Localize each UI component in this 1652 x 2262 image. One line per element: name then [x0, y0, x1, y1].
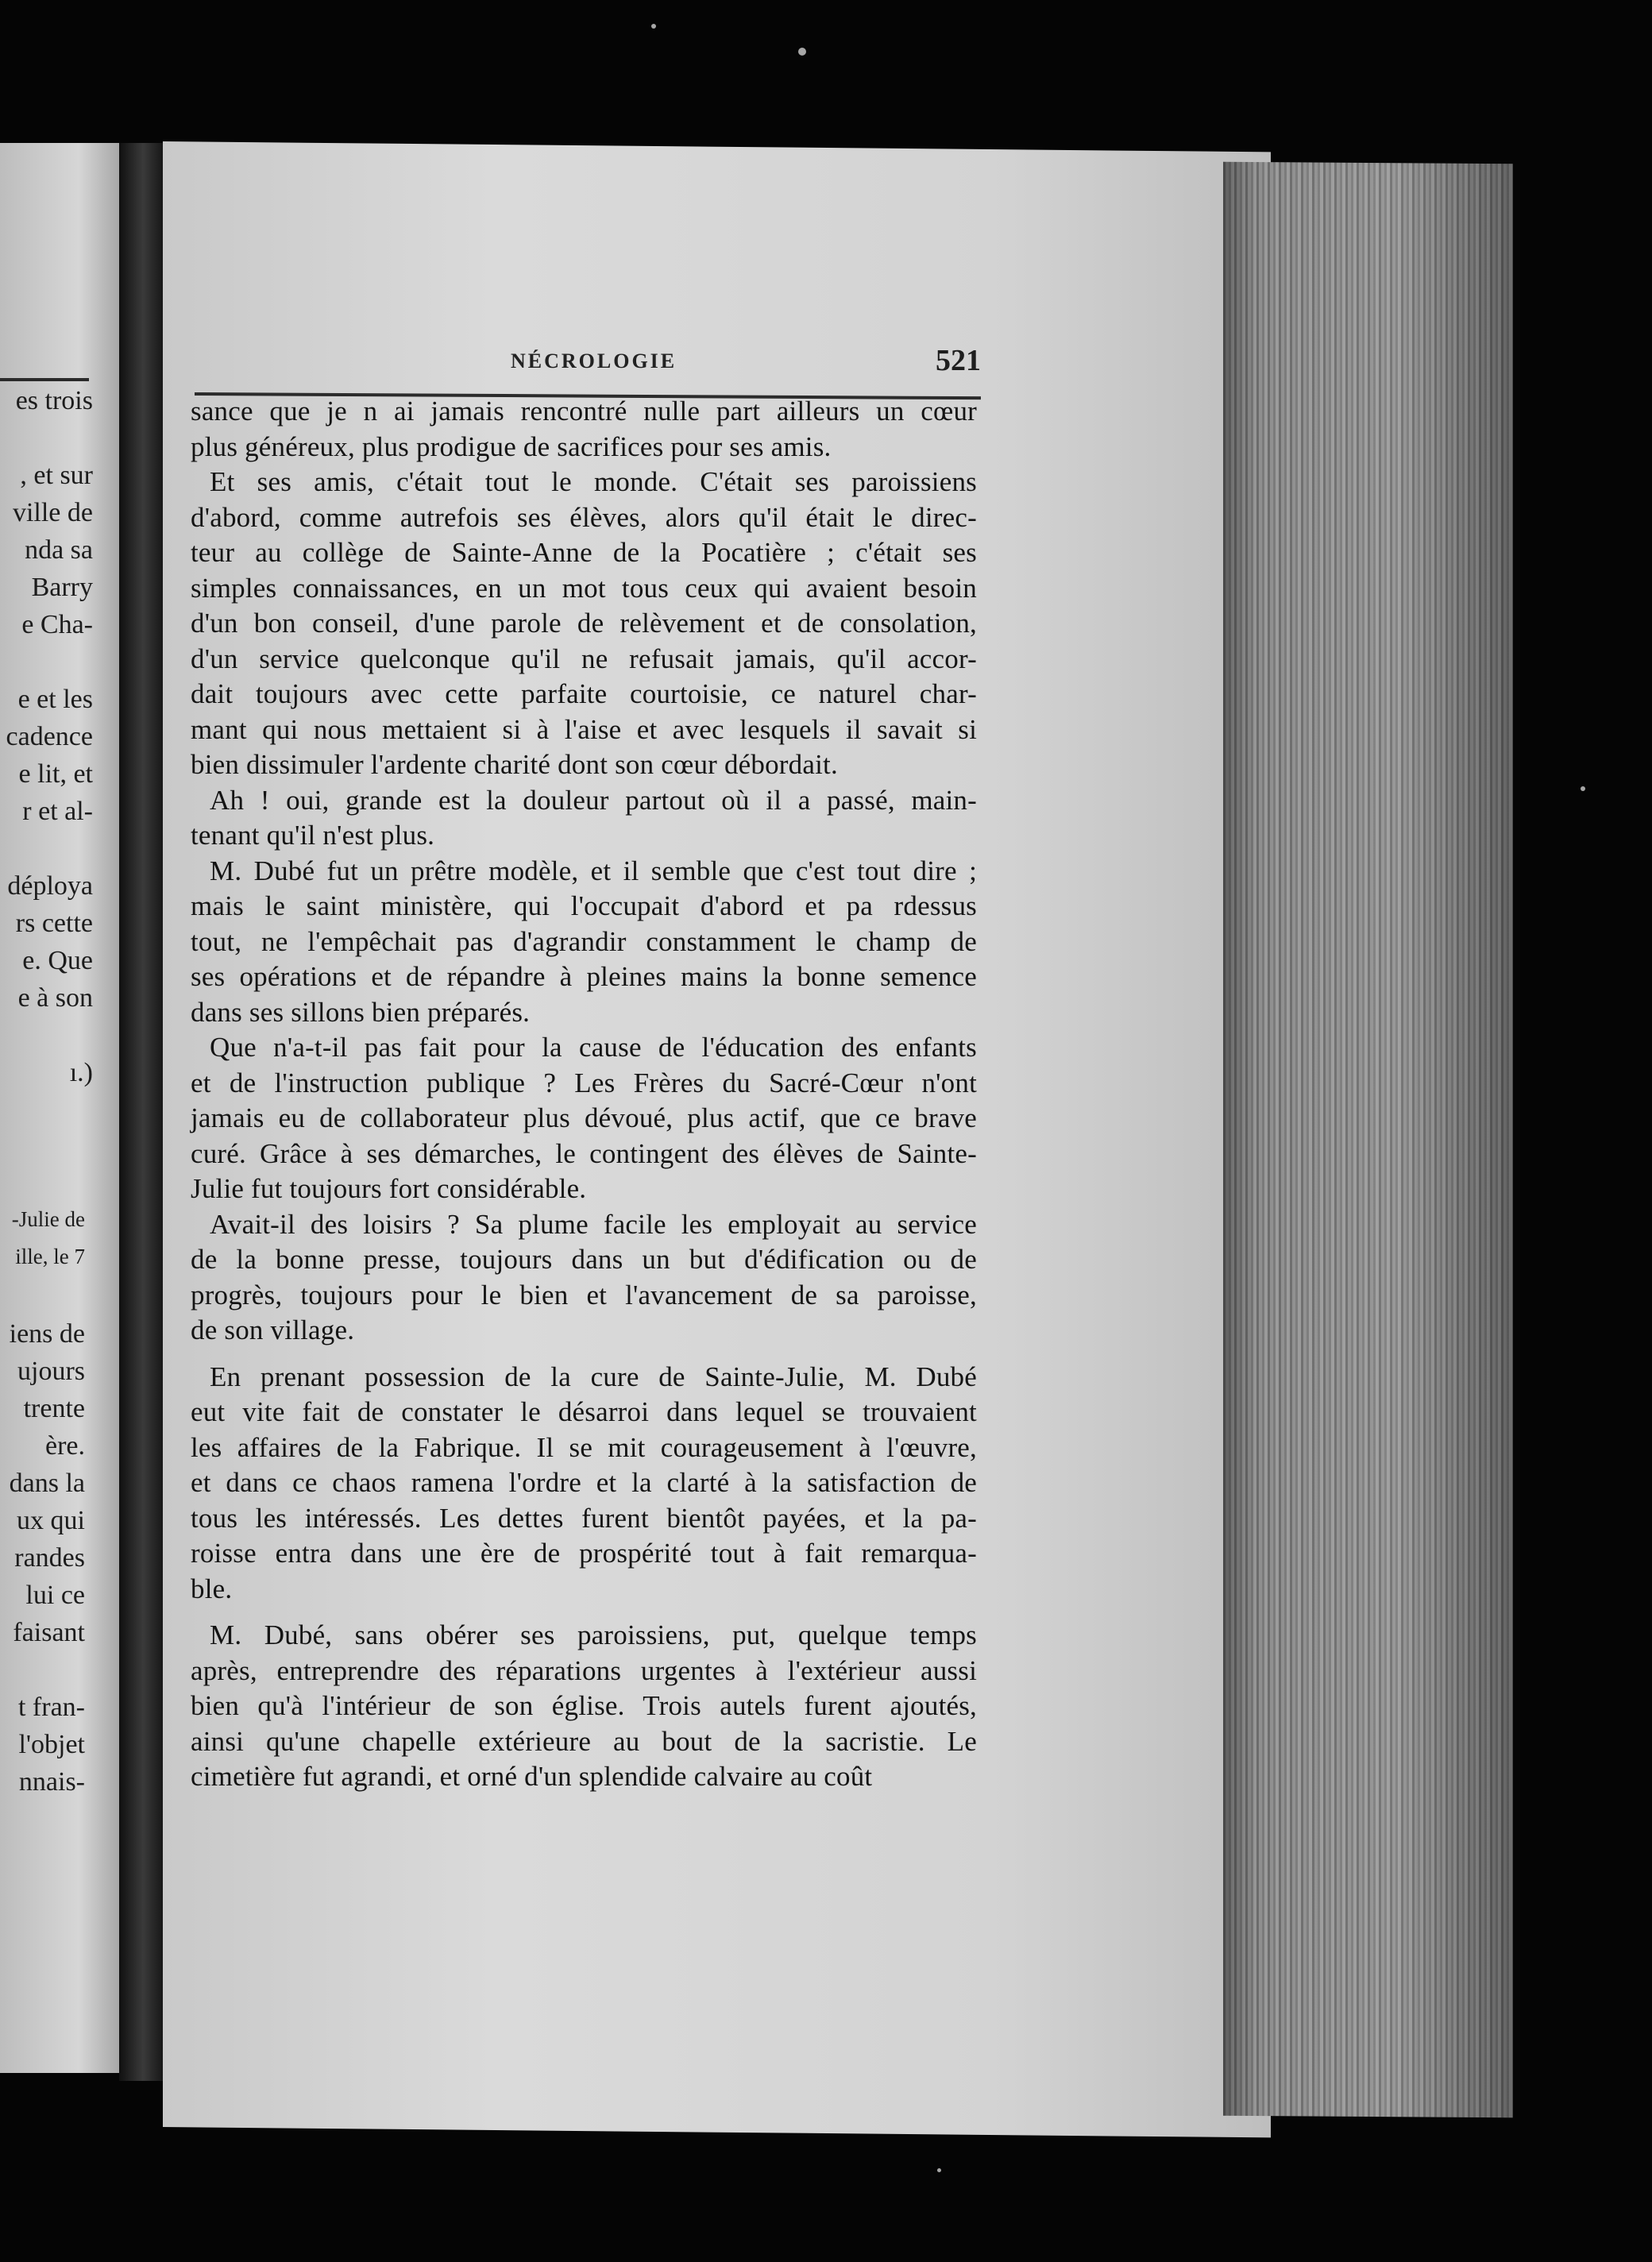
left-page-line: iens de [9, 1319, 85, 1349]
left-page-line: , et sur [20, 461, 93, 490]
left-page-line: r et al- [22, 797, 93, 826]
text-line: de la bonne presse, toujours dans un but d'édification ou de [191, 1244, 977, 1275]
page-stack-edge [1223, 162, 1513, 2118]
body-text [191, 394, 977, 1795]
left-page-line: randes [14, 1543, 85, 1573]
paragraph [191, 854, 977, 1031]
text-line: d'un service quelconque qu'il ne refusait jamais, qu'il accor- [191, 643, 977, 674]
text-line: et de l'instruction publique ? Les Frères du Sacré-Cœur n'ont [191, 1067, 977, 1098]
text-line: Et ses amis, c'était tout le monde. C'était ses paroissiens [210, 466, 977, 497]
left-page-line: t fran- [17, 1693, 85, 1722]
left-page-line: l'objet [18, 1730, 85, 1759]
left-page-line: e et les [17, 685, 93, 714]
text-line: En prenant possession de la cure de Sainte-Julie, M. Dubé [210, 1361, 977, 1392]
text-line: de son village. [191, 1314, 355, 1345]
left-page-line: e Cha- [21, 610, 93, 639]
left-page-line: lui ce [25, 1581, 85, 1610]
left-page-line: e lit, et [18, 759, 93, 789]
left-page [0, 143, 131, 2073]
left-page-line: déploya [7, 871, 93, 901]
left-page-line: cadence [6, 722, 93, 751]
film-speck [651, 24, 656, 29]
text-line: Que n'a-t-il pas fait pour la cause de l'éducation des enfants [210, 1032, 977, 1063]
text-line: bien qu'à l'intérieur de son église. Trois autels furent ajoutés, [191, 1690, 977, 1721]
text-line: progrès, toujours pour le bien et l'avancement de sa paroisse, [191, 1279, 977, 1310]
text-line: et dans ce chaos ramena l'ordre et la clarté à la satisfaction de [191, 1467, 977, 1498]
text-line: Ah ! oui, grande est la douleur partout où il a passé, main- [210, 784, 977, 816]
paragraph [191, 1360, 977, 1608]
text-line: après, entreprendre des réparations urgentes à l'extérieur aussi [191, 1654, 977, 1686]
left-page-line: faisant [13, 1618, 85, 1647]
left-page-line: ville de [12, 498, 93, 527]
text-line: dait toujours avec cette parfaite courtoisie, ce naturel char- [191, 678, 977, 709]
left-page-line: e à son [17, 983, 93, 1013]
paragraph [191, 783, 977, 854]
text-line: curé. Grâce à ses démarches, le contingent des élèves de Sainte- [191, 1137, 977, 1169]
text-line: simples connaissances, en un mot tous ceux qui avaient besoin [191, 572, 977, 604]
left-page-line: dans la [9, 1469, 85, 1498]
text-line: eut vite fait de constater le désarroi dans lequel se trouvaient [191, 1396, 977, 1427]
left-page-line: trente [23, 1394, 85, 1423]
text-line: cimetière fut agrandi, et orné d'un splendide calvaire au coût [191, 1761, 873, 1792]
page-number: 521 [936, 344, 981, 377]
text-line: ble. [191, 1573, 233, 1604]
left-page-line: e. Que [22, 946, 93, 975]
left-page-line: ux qui [17, 1506, 85, 1535]
paragraph [191, 1030, 977, 1207]
text-line: d'abord, comme autrefois ses élèves, alors qu'il était le direc- [191, 501, 977, 533]
text-line: tout, ne l'empêchait pas d'agrandir constamment le champ de [191, 925, 977, 957]
text-line: mant qui nous mettaient si à l'aise et avec lesquels il savait si [191, 713, 977, 745]
paragraph [191, 1618, 977, 1795]
left-page-line: ère. [44, 1431, 85, 1461]
text-line: jamais eu de collaborateur plus dévoué, plus actif, que ce brave [191, 1102, 977, 1133]
left-page-line: nnais- [18, 1767, 85, 1797]
text-line: bien dissimuler l'ardente charité dont son cœur débordait. [191, 749, 838, 780]
text-line: Avait-il des loisirs ? Sa plume facile les employait au service [210, 1208, 977, 1240]
text-line: les affaires de la Fabrique. Il se mit courageusement à l'œuvre, [191, 1431, 977, 1463]
running-head [195, 342, 981, 389]
left-page-line: -Julie de [11, 1207, 85, 1231]
text-line: dans ses sillons bien préparés. [191, 996, 531, 1028]
text-line: Julie fut toujours fort considérable. [191, 1173, 587, 1204]
film-speck [798, 48, 806, 56]
running-title: NÉCROLOGIE [511, 349, 677, 372]
book-gutter [119, 143, 167, 2081]
left-page-rule [0, 378, 89, 381]
left-page-line: ujours [17, 1357, 85, 1386]
left-page-line: nda sa [25, 535, 93, 565]
text-line: mais le saint ministère, qui l'occupait d'abord et pa rdessus [191, 890, 977, 921]
left-page-line: ı.) [69, 1058, 93, 1087]
left-page-line: es trois [15, 386, 93, 415]
text-line: M. Dubé fut un prêtre modèle, et il semble que c'est tout dire ; [210, 855, 977, 886]
left-page-line: ille, le 7 [15, 1245, 85, 1268]
left-page-line: rs cette [15, 909, 93, 938]
text-line: sance que je n ai jamais rencontré nulle part ailleurs un cœur [191, 396, 977, 427]
paragraph [191, 465, 977, 783]
text-line: plus généreux, plus prodigue de sacrifices pour ses amis. [191, 430, 832, 462]
text-line: tous les intéressés. Les dettes furent bientôt payées, et la pa- [191, 1502, 977, 1534]
text-line: M. Dubé, sans obérer ses paroissiens, put, quelque temps [210, 1619, 977, 1650]
paragraph [191, 1207, 977, 1349]
text-line: ainsi qu'une chapelle extérieure au bout de la sacristie. Le [191, 1725, 977, 1757]
left-page-line: Barry [31, 573, 93, 602]
text-line: ses opérations et de répandre à pleines mains la bonne semence [191, 961, 977, 992]
text-line: d'un bon conseil, d'une parole de relèvement et de consolation, [191, 608, 977, 639]
paragraph [191, 394, 977, 465]
film-speck [937, 2168, 941, 2172]
text-line: roisse entra dans une ère de prospérité tout à fait remarqua- [191, 1538, 977, 1569]
text-line: tenant qu'il n'est plus. [191, 820, 435, 851]
text-line: teur au collège de Sainte-Anne de la Pocatière ; c'était ses [191, 537, 977, 568]
film-speck [1581, 786, 1585, 791]
